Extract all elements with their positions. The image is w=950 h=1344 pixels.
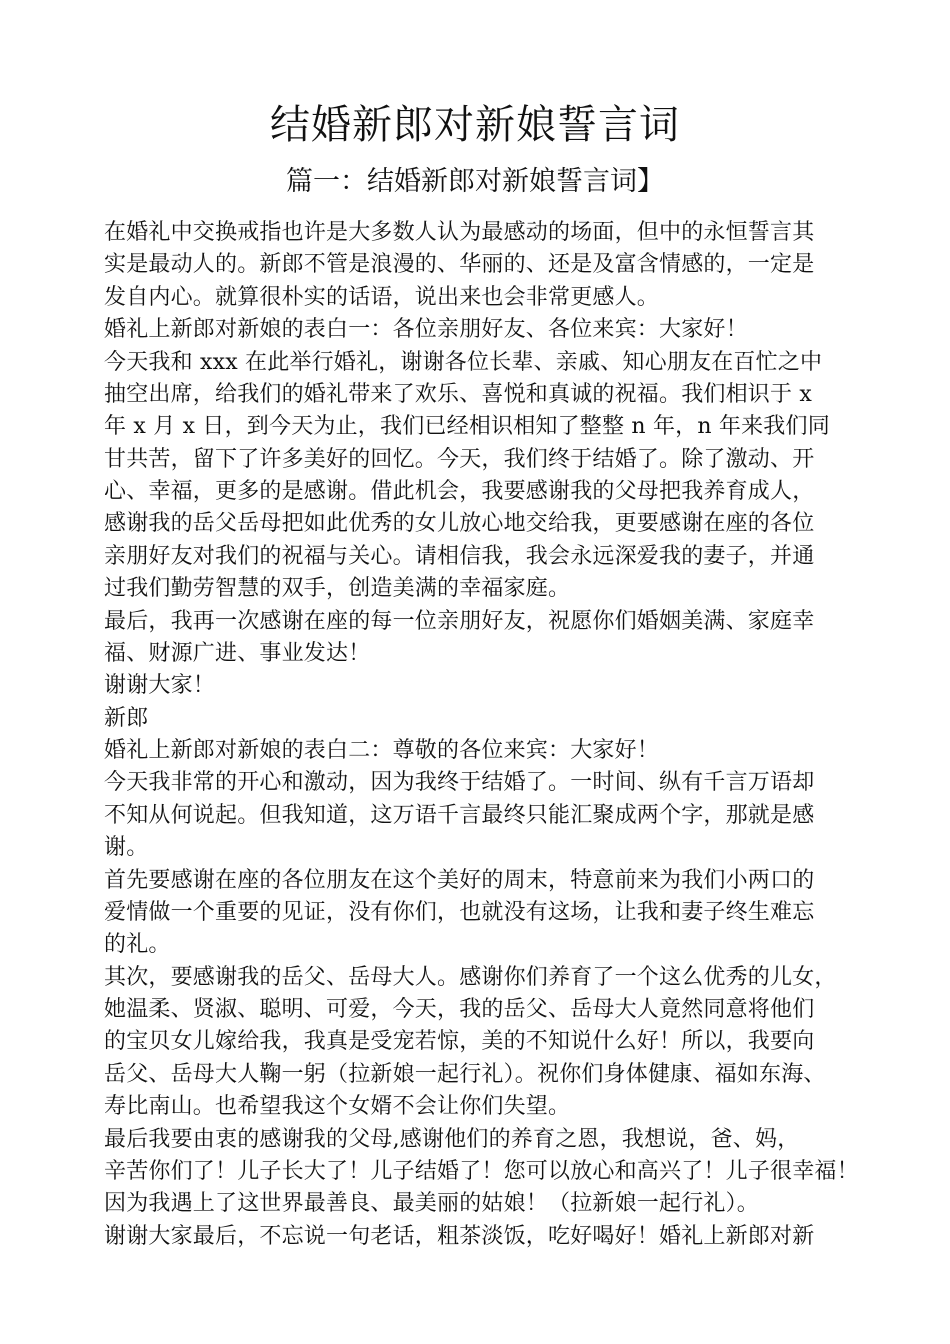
text-line: 岳父、岳母大人鞠一躬（拉新娘一起行礼）。祝你们身体健康、福如东海、 [104, 1061, 826, 1087]
text-line: 今天我非常的开心和激动，因为我终于结婚了。一时间、纵有千言万语却 [104, 770, 815, 796]
text-line: 谢谢大家！ [104, 673, 216, 699]
text-line: 甘共苦，留下了许多美好的回忆。今天，我们终于结婚了。除了激动、开 [104, 446, 815, 472]
text-line: 今天我和 xxx 在此举行婚礼，谢谢各位长辈、亲戚、知心朋友在百忙之中 [104, 349, 823, 375]
text-line: 不知从何说起。但我知道，这万语千言最终只能汇聚成两个字，那就是感 [104, 802, 815, 828]
text-line: 她温柔、贤淑、聪明、可爱，今天，我的岳父、岳母大人竟然同意将他们 [104, 997, 815, 1022]
text-line: 过我们勤劳智慧的双手，创造美满的幸福家庭。 [104, 576, 571, 602]
text-line: 亲朋好友对我们的祝福与关心。请相信我，我会永远深爱我的妻子，并通 [104, 543, 815, 569]
text-line: 最后我要由衷的感谢我的父母,感谢他们的养育之恩，我想说，爸、妈， [104, 1126, 800, 1152]
text-line: 辛苦你们了！儿子长大了！儿子结婚了！您可以放心和高兴了！儿子很幸福！ [104, 1158, 859, 1184]
document-subtitle: 篇一：结婚新郎对新娘誓言词】 [286, 166, 664, 197]
text-line: 实是最动人的。新郎不管是浪漫的、华丽的、还是及富含情感的，一定是 [104, 252, 815, 278]
text-line: 因为我遇上了这世界最善良、最美丽的姑娘！（拉新娘一起行礼）。 [104, 1191, 760, 1217]
text-line: 新郎 [104, 705, 149, 731]
text-line: 心、幸福，更多的是感谢。借此机会，我要感谢我的父母把我养育成人， [104, 479, 815, 504]
text-line: 谢谢大家最后，不忘说一句老话，粗茶淡饭，吃好喝好！婚礼上新郎对新 [104, 1223, 815, 1249]
text-line: 感谢我的岳父岳母把如此优秀的女儿放心地交给我，更要感谢在座的各位 [104, 511, 815, 537]
text-line: 抽空出席，给我们的婚礼带来了欢乐、喜悦和真诚的祝福。我们相识于 x [104, 381, 813, 407]
text-line: 婚礼上新郎对新娘的表白二：尊敬的各位来宾：大家好！ [104, 738, 660, 763]
text-line: 的礼。 [104, 932, 171, 958]
text-line: 婚礼上新郎对新娘的表白一：各位亲朋好友、各位来宾：大家好！ [104, 317, 748, 343]
text-line: 福、财源广进、事业发达！ [104, 640, 371, 666]
text-line: 寿比南山。也希望我这个女婿不会让你们失望。 [104, 1094, 571, 1120]
text-line: 其次，要感谢我的岳父、岳母大人。感谢你们养育了一个这么优秀的儿女， [104, 964, 837, 990]
document-body [104, 217, 874, 1253]
text-line: 的宝贝女儿嫁给我，我真是受宠若惊，美的不知说什么好！所以，我要向 [104, 1029, 815, 1055]
text-line: 谢。 [104, 835, 149, 861]
text-line: 发自内心。就算很朴实的话语，说出来也会非常更感人。 [104, 284, 660, 310]
document-title: 结婚新郎对新娘誓言词 [270, 102, 680, 148]
text-line: 首先要感谢在座的各位朋友在这个美好的周末，特意前来为我们小两口的 [104, 867, 815, 893]
text-line: 在婚礼中交换戒指也许是大多数人认为最感动的场面，但中的永恒誓言其 [104, 220, 815, 245]
text-line: 年 x 月 x 日，到今天为止，我们已经相识相知了整整 n 年，n 年来我们同 [104, 414, 830, 440]
text-line: 最后，我再一次感谢在座的每一位亲朋好友，祝愿你们婚姻美满、家庭幸 [104, 608, 815, 634]
text-line: 爱情做一个重要的见证，没有你们，也就没有这场，让我和妻子终生难忘 [104, 899, 815, 925]
